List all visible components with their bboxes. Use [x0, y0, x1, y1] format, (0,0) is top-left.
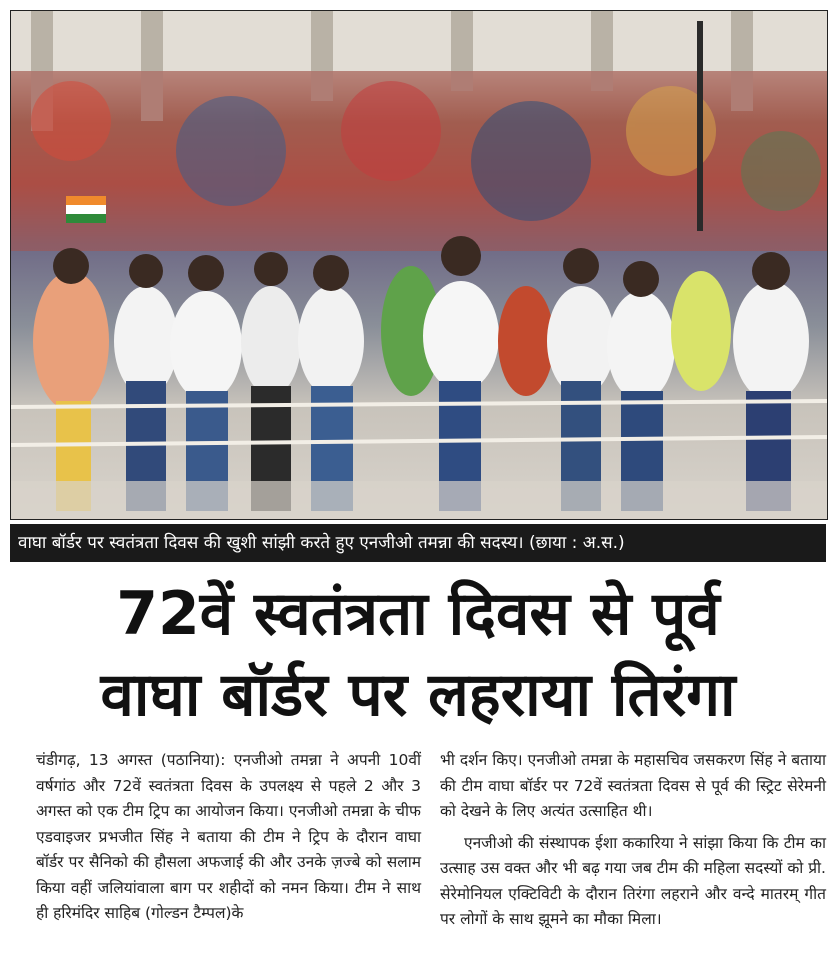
article-paragraph: भी दर्शन किए। एनजीओ तमन्ना के महासचिव जसकरण सिंह ने बताया की टीम वाघा बॉर्डर पर 72वें स्वतंत्रता दिवस से पूर्व की स्ट्रिट सेरेमनी को देखने के लिए अत्यंत उत्साहित थी।: [440, 751, 826, 820]
headline-line-1: 72वें स्वतंत्रता दिवस से पूर्व: [116, 579, 720, 649]
headline-line-2: वाघा बॉर्डर पर लहराया तिरंगा: [100, 660, 736, 730]
news-photo: [10, 10, 828, 520]
article-paragraph: चंडीगढ़, 13 अगस्त (पठानिया): एनजीओ तमन्ना ने अपनी 10वीं वर्षगांठ और 72वें स्वतंत्रता दिवस के उपलक्ष्य से पहले 2 और 3 अगस्त को एक टीम ट्रिप का आयोजन किया। एनजीओ तमन्ना के चीफ एडवाइजर प्रभजीत सिंह ने बताया की टीम ने ट्रिप के दौरान वाघा बॉर्डर पर सैनिको की हौसला अफजाई की और उनके ज़ज्बे को सलाम किया वहीं जलियांवाला बाग पर शहीदों को नमन किया। टीम ने साथ ही हरिमंदिर साहिब (गोल्डन टैम्पल)के: [36, 751, 421, 922]
article-paragraph: एनजीओ की संस्थापक ईशा ककारिया ने सांझा किया कि टीम का उत्साह उस वक्त और भी बढ़ गया जब टीम की महिला सदस्यों को प्री. सेरेमोनियल एक्टिविटी के दौरान तिरंगा लहराने और वन्दे मातरम् गीत पर लोगों के साथ झूमने का मौका मिला।: [440, 833, 826, 928]
article-right-column: [440, 748, 826, 933]
photo-caption: वाघा बॉर्डर पर स्वतंत्रता दिवस की खुशी सांझी करते हुए एनजीओ तमन्ना की सदस्य। (छाया : अ.स.): [10, 524, 826, 562]
article-left-column: [36, 748, 421, 927]
crowd-photo-icon: [11, 11, 827, 519]
